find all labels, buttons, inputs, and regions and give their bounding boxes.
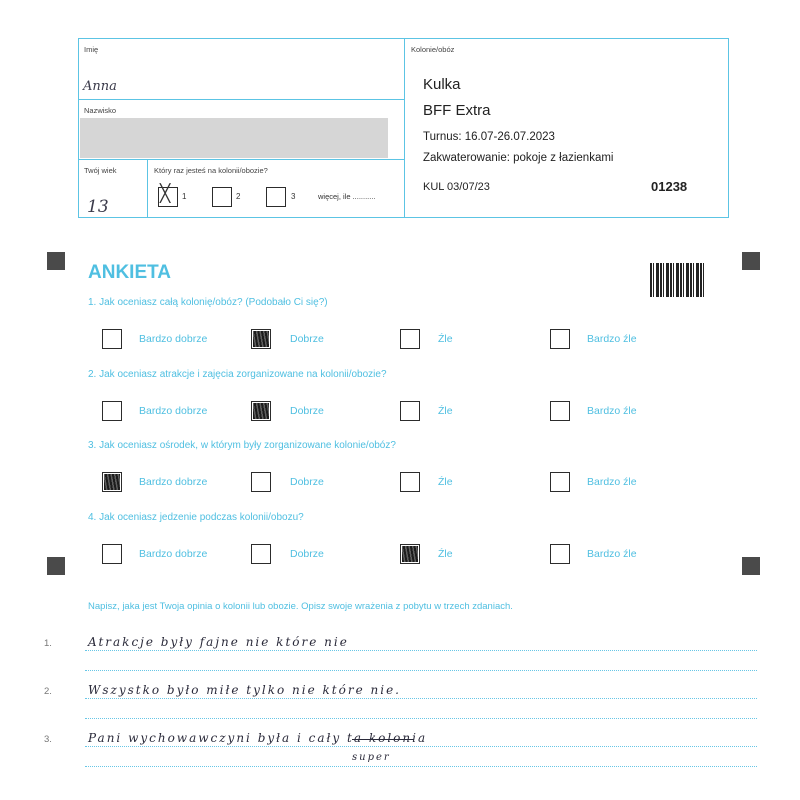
dotted-line bbox=[85, 718, 757, 719]
q4-option-dobrze: Dobrze bbox=[290, 548, 324, 560]
q2-checkbox-bardzo-zle[interactable] bbox=[550, 401, 570, 421]
divider bbox=[79, 99, 404, 100]
q4-checkbox-dobrze[interactable] bbox=[251, 544, 271, 564]
barcode bbox=[650, 263, 706, 297]
dotted-line bbox=[85, 670, 757, 671]
q4-option-bardzo-dobrze: Bardzo dobrze bbox=[139, 548, 208, 560]
dotted-line bbox=[85, 746, 757, 747]
times-checkbox-2[interactable] bbox=[212, 187, 232, 207]
age-value: 13 bbox=[87, 197, 109, 217]
q3-checkbox-bardzo-dobrze[interactable] bbox=[102, 472, 122, 492]
q4-checkbox-bardzo-dobrze[interactable] bbox=[102, 544, 122, 564]
q4-checkbox-bardzo-zle[interactable] bbox=[550, 544, 570, 564]
q1-checkbox-dobrze[interactable] bbox=[251, 329, 271, 349]
dotted-line bbox=[85, 698, 757, 699]
registration-marker bbox=[47, 557, 65, 575]
q3-option-bardzo-dobrze: Bardzo dobrze bbox=[139, 476, 208, 488]
q2-option-bardzo-dobrze: Bardzo dobrze bbox=[139, 405, 208, 417]
question-2: 2. Jak oceniasz atrakcje i zajęcia zorganizowane na kolonii/obozie? bbox=[88, 369, 387, 380]
q1-option-zle: Źle bbox=[438, 333, 453, 345]
q2-option-zle: Źle bbox=[438, 405, 453, 417]
surname-label: Nazwisko bbox=[84, 106, 117, 115]
q3-checkbox-zle[interactable] bbox=[400, 472, 420, 492]
q3-checkbox-bardzo-zle[interactable] bbox=[550, 472, 570, 492]
redacted-surname bbox=[80, 118, 388, 158]
times-option-1: 1 bbox=[182, 192, 187, 201]
q3-option-zle: Źle bbox=[438, 476, 453, 488]
times-checkbox-1[interactable]: ╳ bbox=[158, 187, 178, 207]
line-number-1: 1. bbox=[44, 638, 52, 649]
times-checkbox-3[interactable] bbox=[266, 187, 286, 207]
q3-option-dobrze: Dobrze bbox=[290, 476, 324, 488]
q4-option-bardzo-zle: Bardzo źle bbox=[587, 548, 637, 560]
turnus-text: Turnus: 16.07-26.07.2023 bbox=[423, 131, 555, 143]
q4-option-zle: Źle bbox=[438, 548, 453, 560]
divider bbox=[147, 159, 148, 217]
q1-checkbox-zle[interactable] bbox=[400, 329, 420, 349]
q1-option-bardzo-zle: Bardzo źle bbox=[587, 333, 637, 345]
question-3: 3. Jak oceniasz ośrodek, w którym były zorganizowane kolonie/obóz? bbox=[88, 440, 396, 451]
q2-option-bardzo-zle: Bardzo źle bbox=[587, 405, 637, 417]
answer-line-3: Pani wychowawczyni była i cały ta kolonia bbox=[88, 731, 428, 745]
q2-option-dobrze: Dobrze bbox=[290, 405, 324, 417]
divider bbox=[79, 159, 404, 160]
strikethrough-word bbox=[352, 739, 414, 740]
q2-checkbox-bardzo-dobrze[interactable] bbox=[102, 401, 122, 421]
line-number-3: 3. bbox=[44, 734, 52, 745]
opinion-prompt: Napisz, jaka jest Twoja opinia o kolonii lub obozie. Opisz swoje wrażenia z pobytu w trzech zdaniach. bbox=[88, 601, 513, 612]
question-4: 4. Jak oceniasz jedzenie podczas kolonii/obozu? bbox=[88, 512, 304, 523]
q1-option-dobrze: Dobrze bbox=[290, 333, 324, 345]
q3-checkbox-dobrze[interactable] bbox=[251, 472, 271, 492]
q4-checkbox-zle[interactable] bbox=[400, 544, 420, 564]
times-label: Który raz jesteś na kolonii/obozie? bbox=[154, 166, 268, 175]
registration-marker bbox=[47, 252, 65, 270]
camp-program: BFF Extra bbox=[423, 102, 491, 119]
divider bbox=[404, 39, 405, 217]
age-label: Twój wiek bbox=[84, 166, 117, 175]
q2-checkbox-dobrze[interactable] bbox=[251, 401, 271, 421]
camp-label: Kolonie/obóz bbox=[411, 45, 455, 54]
q1-checkbox-bardzo-zle[interactable] bbox=[550, 329, 570, 349]
answer-insert: super bbox=[352, 752, 391, 763]
times-option-3: 3 bbox=[291, 192, 296, 201]
times-option-2: 2 bbox=[236, 192, 241, 201]
camp-code: KUL 03/07/23 bbox=[423, 181, 490, 193]
accommodation-text: Zakwaterowanie: pokoje z łazienkami bbox=[423, 152, 614, 164]
question-1: 1. Jak oceniasz całą kolonię/obóz? (Podobało Ci się?) bbox=[88, 297, 328, 308]
registration-marker bbox=[742, 252, 760, 270]
answer-line-1: Atrakcje były fajne nie które nie bbox=[88, 635, 349, 649]
camp-name: Kulka bbox=[423, 76, 461, 93]
q1-checkbox-bardzo-dobrze[interactable] bbox=[102, 329, 122, 349]
answer-line-2: Wszystko było miłe tylko nie które nie. bbox=[88, 683, 401, 697]
survey-title: ANKIETA bbox=[88, 262, 172, 283]
name-value: Anna bbox=[83, 79, 117, 94]
dotted-line bbox=[85, 650, 757, 651]
dotted-line bbox=[85, 766, 757, 767]
times-option-more: więcej, ile ........... bbox=[318, 192, 376, 201]
q3-option-bardzo-zle: Bardzo źle bbox=[587, 476, 637, 488]
q1-option-bardzo-dobrze: Bardzo dobrze bbox=[139, 333, 208, 345]
line-number-2: 2. bbox=[44, 686, 52, 697]
registration-marker bbox=[742, 557, 760, 575]
q2-checkbox-zle[interactable] bbox=[400, 401, 420, 421]
name-label: Imię bbox=[84, 45, 99, 54]
form-number: 01238 bbox=[651, 179, 688, 194]
